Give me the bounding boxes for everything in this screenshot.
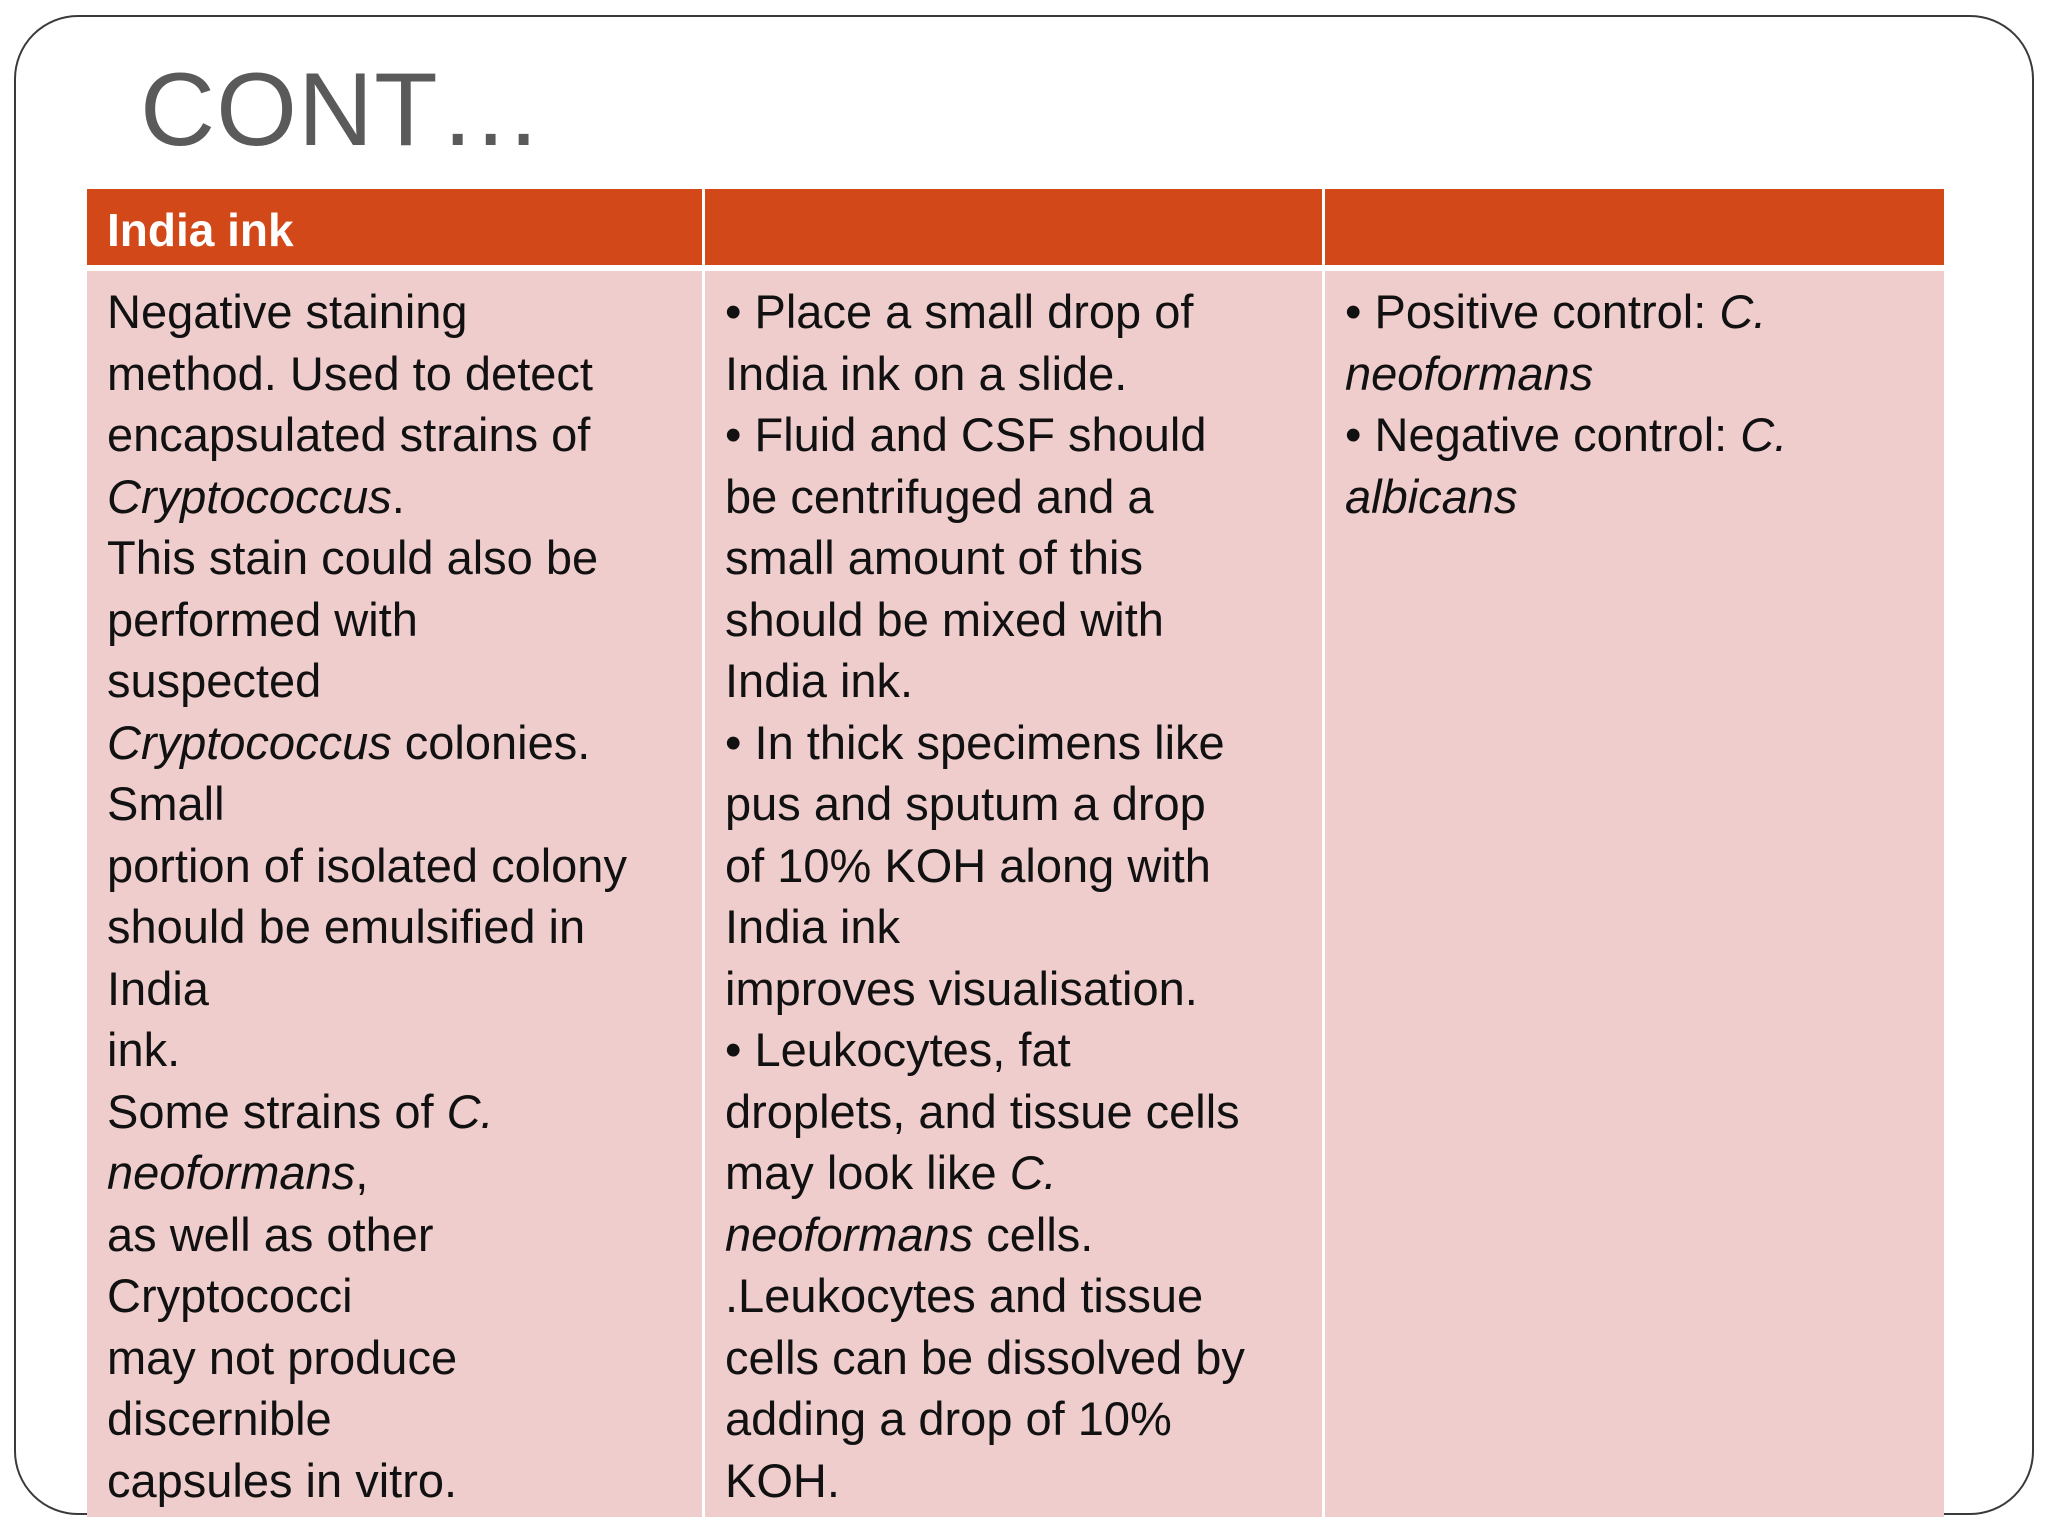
italic-term: albicans xyxy=(1345,469,1518,523)
cell-text-line: ink. xyxy=(107,1023,181,1076)
cell-text-line: should be mixed with xyxy=(725,592,1164,646)
cell-text-line: neoformans cells. xyxy=(725,1207,1094,1261)
italic-term: C. xyxy=(446,1084,494,1138)
slide-title: CONT… xyxy=(140,52,544,168)
italic-term: neoformans xyxy=(1345,346,1594,400)
italic-term: C. xyxy=(1740,408,1788,461)
table-body-cell-controls xyxy=(1325,271,1944,1517)
cell-text-line: Some strains of C. xyxy=(107,1084,494,1138)
cell-text-line: neoformans, xyxy=(107,1146,369,1199)
table-header-cell-1: India ink xyxy=(87,189,705,271)
cell-text-line: as well as other xyxy=(107,1207,434,1261)
cell-text-line: • Leukocytes, fat xyxy=(725,1023,1071,1076)
cell-text-line: be centrifuged and a xyxy=(725,469,1154,523)
cell-text-line: small amount of this xyxy=(725,531,1143,584)
cell-text-line xyxy=(1345,343,1930,405)
cell-text-line: India ink on a slide. xyxy=(725,346,1128,400)
cell-text-line: portion of isolated colony xyxy=(107,838,627,892)
cell-text-line: India ink. xyxy=(725,654,914,707)
cell-text-line: performed with xyxy=(107,592,418,646)
cell-text-line: • Positive control: C. xyxy=(1345,285,1767,338)
cell-text-line: Cryptococcus colonies. xyxy=(107,715,591,769)
cell-text-line: of 10% KOH along with xyxy=(725,838,1211,892)
cell-text-line: Small xyxy=(107,777,225,830)
cell-text-line: Cryptococci xyxy=(107,1269,353,1322)
cell-text-line: encapsulated strains of xyxy=(107,408,591,461)
cell-text-line: • In thick specimens like xyxy=(725,715,1225,769)
cell-text-line: India ink xyxy=(725,900,901,953)
cell-text-line: • Place a small drop of xyxy=(725,285,1194,338)
italic-term: Cryptococcus xyxy=(107,715,392,769)
italic-term: C. xyxy=(1009,1146,1057,1199)
cell-text-line: .Leukocytes and tissue xyxy=(725,1269,1204,1322)
cell-text-line: Negative staining xyxy=(107,285,468,338)
cell-text-line: improves visualisation. xyxy=(725,961,1198,1015)
cell-text-line: capsules in vitro. xyxy=(107,1453,458,1507)
cell-text-line: pus and sputum a drop xyxy=(725,777,1206,830)
staining-table xyxy=(87,189,1944,1517)
cell-text-line: may look like C. xyxy=(725,1146,1057,1199)
cell-text-line: India xyxy=(107,961,209,1015)
cell-text-line xyxy=(1345,466,1930,528)
cell-text-line: may not produce xyxy=(107,1330,458,1384)
cell-text-line: droplets, and tissue cells xyxy=(725,1084,1240,1138)
table-header-cell-3 xyxy=(1325,189,1944,271)
cell-text-line: This stain could also be xyxy=(107,531,599,584)
cell-text-line: • Negative control: C. xyxy=(1345,408,1788,461)
italic-term: neoformans xyxy=(725,1207,974,1261)
cell-text-line: • Fluid and CSF should xyxy=(725,408,1207,461)
cell-text-line: cells can be dissolved by xyxy=(725,1330,1245,1384)
cell-text-line: discernible xyxy=(107,1392,332,1445)
table-header-cell-2 xyxy=(705,189,1325,271)
cell-text-line: suspected xyxy=(107,654,322,707)
italic-term: C. xyxy=(1719,285,1767,338)
italic-term: neoformans xyxy=(107,1146,356,1199)
table-body-cell-procedure xyxy=(705,271,1325,1517)
table-body-cell-description xyxy=(87,271,705,1517)
cell-text-line: should be emulsified in xyxy=(107,900,586,953)
cell-text-line: adding a drop of 10% xyxy=(725,1392,1172,1445)
cell-text-line: Cryptococcus. xyxy=(107,469,405,523)
cell-text-line: KOH. xyxy=(725,1453,840,1507)
cell-text-line: method. Used to detect xyxy=(107,346,593,400)
italic-term: Cryptococcus xyxy=(107,469,392,523)
